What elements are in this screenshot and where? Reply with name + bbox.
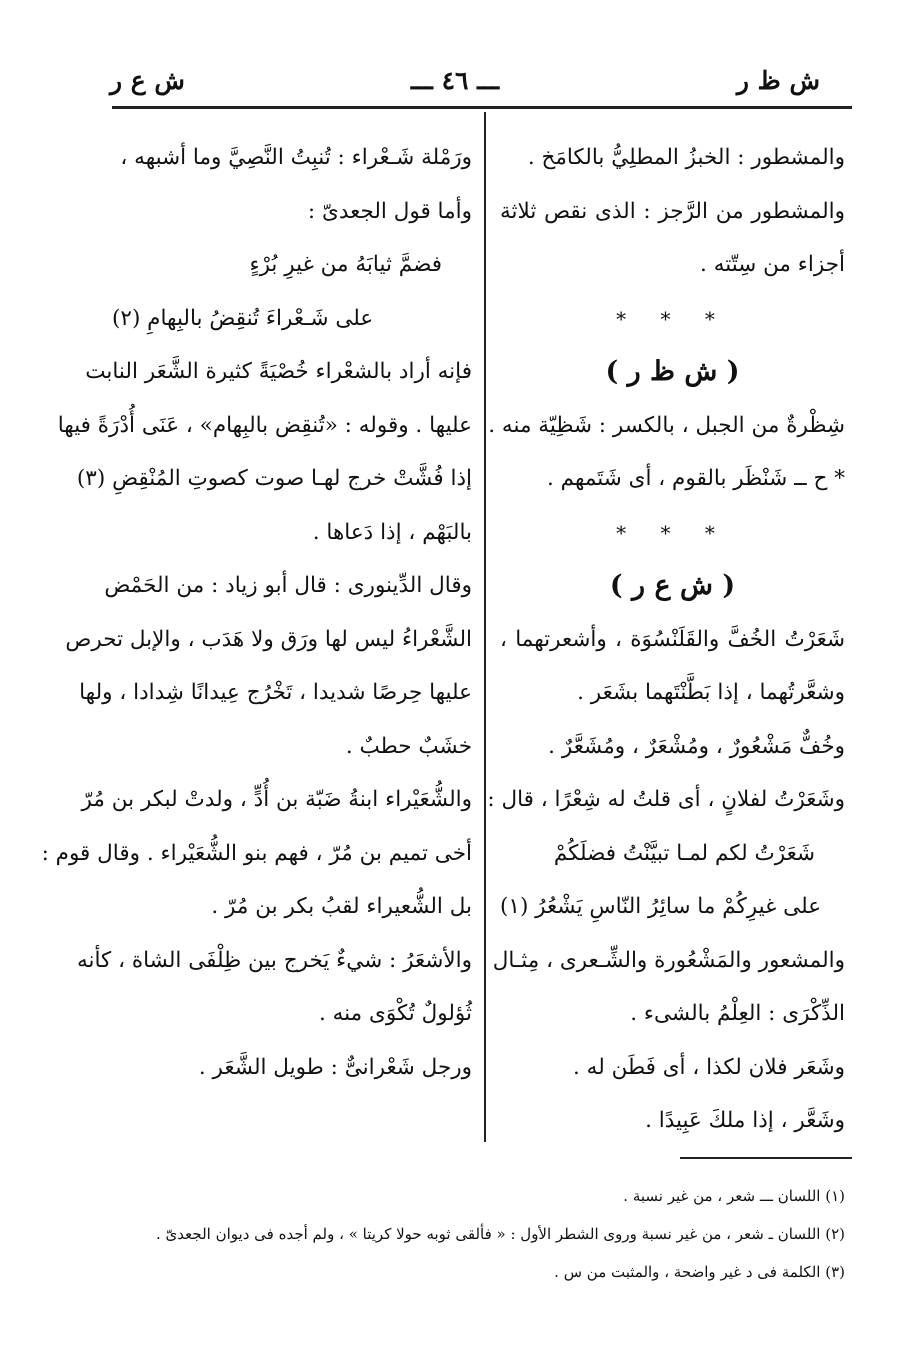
text-line: أخى تميم بن مُرّ ، فهم بنو الشُّعَيْراء . وقال قوم : xyxy=(41,840,472,866)
text-line: وأما قول الجعدىّ : xyxy=(307,198,472,224)
text-line: بالبَهْم ، إذا دَعاها . xyxy=(312,519,472,545)
text-line: فإنه أراد بالشعْراء خُصْيَةً كثيرة الشَّعَر النابت xyxy=(85,359,472,384)
verse-line: على غيرِكُمْ ما سائِرُ النّاسِ يَشْعُرُ (١) xyxy=(500,894,822,919)
text-line: إذا فُشَّتْ خرج لهـا صوت كصوتِ المُنْقِضِ (٣) xyxy=(76,466,472,491)
text-line: ثُؤلولٌ تُكْوَى منه . xyxy=(318,1001,472,1026)
text-line: وشَعَر فلان لكذا ، أى فَطَن له . xyxy=(573,1054,845,1080)
text-line: وخُفٌّ مَشْعُورٌ ، ومُشْعَرٌ ، ومُشَعَّرٌ . xyxy=(548,733,845,759)
text-line: عليها حِرصًا شديدا ، تَخْرُج عِيدانًا شِدادا ، ولها xyxy=(79,680,472,705)
section-separator: * * * xyxy=(616,306,729,331)
verse-line: على شَـعْراءَ تُنقِضُ بالبِهامِ (٢) xyxy=(112,305,374,331)
page-number: ـــ ٤٦ ـــ xyxy=(410,66,500,95)
right-column xyxy=(487,140,845,1157)
footnote-rule xyxy=(680,1157,852,1159)
footnote: (٢) اللسان ـ شعر ، من غير نسبة وروى الشطر الأول : « فألقى ثوبه حولا كريتا » ، ولم أجده فى ديوان الجعدىّ . xyxy=(156,1225,845,1243)
text-line: والشُّعَيْراء ابنةُ ضَبّة بن أُدٍّ ، ولدتْ لبكر بن مُرّ xyxy=(81,787,472,812)
text-line: أجزاء من سِتّته . xyxy=(700,252,845,277)
text-line: والأشعَرُ : شيءٌ يَخرج بين ظِلْفَى الشاة ، كأنه xyxy=(76,947,472,973)
verse-line: شَعَرْتُ لكم لمـا تبيَّنْتُ فضلَكُمْ xyxy=(553,840,815,866)
text-line: الشَّعْراءُ ليس لها ورَق ولا هَدَب ، والإبل تحرص xyxy=(65,626,472,652)
text-line: بل الشُّعيراء لقبُ بكر بن مُرّ . xyxy=(211,894,472,919)
text-line: وقال الدِّينورى : قال أبو زياد : من الحَمْض xyxy=(104,573,472,598)
text-line: وشَعَّر ، إذا ملكَ عَبِيدًا . xyxy=(645,1108,845,1133)
text-line: خشَبٌ حطبٌ . xyxy=(345,733,472,759)
root-heading: ( ش ع ر ) xyxy=(609,570,736,601)
footnote: (١) اللسان ـــ شعر ، من غير نسبة . xyxy=(623,1187,845,1205)
text-line: والمشطور من الرَّجز : الذى نقص ثلاثة xyxy=(500,198,845,224)
header-root-left: ش ع ر xyxy=(110,66,185,95)
verse-line: فضمَّ ثيابَهُ من غيرِ بُرْءٍ xyxy=(249,252,442,277)
column-divider xyxy=(484,112,486,1142)
root-heading: ( ش ظ ر ) xyxy=(605,356,740,387)
text-line: عليها . وقوله : «تُنقِض بالبِهام» ، عَنَى أُدْرَةً فيها xyxy=(57,412,472,438)
header-rule xyxy=(112,106,852,109)
text-line: وشَعَرْتُ لفلانٍ ، أى قلتُ له شِعْرًا ، قال : xyxy=(487,787,845,812)
footnote: (٣) الكلمة فى د غير واضحة ، والمثبت من س . xyxy=(554,1263,845,1281)
text-line: ورجل شَعْرانىٌّ : طويل الشَّعَر . xyxy=(198,1054,472,1080)
text-line: ورَمْلة شَـعْراء : تُنبِتُ النَّصِيَّ وما أشبهه ، xyxy=(120,145,472,170)
left-column xyxy=(41,140,472,1103)
section-separator: * * * xyxy=(616,520,729,545)
text-line: شَعَرْتُ الخُفَّ والقَلَنْسُوَة ، وأشعرتهما ، xyxy=(500,626,845,652)
text-line: * ح ــ شَنْظَر بالقوم ، أى شَتَمهم . xyxy=(546,466,845,491)
header-root-right: ش ظ ر xyxy=(736,66,820,95)
text-line: والمشطور : الخبزُ المطلِيُّ بالكامَخ . xyxy=(527,145,845,170)
text-line: شِظْرةٌ من الجبل ، بالكسر : شَظِيّة منه . xyxy=(488,412,845,438)
text-line: والمشعور والمَشْعُورة والشِّـعرى ، مِثـال xyxy=(492,947,845,973)
footnotes xyxy=(110,1182,845,1296)
text-line: وشعَّرتُهما ، إذا بَطَّنْتَهما بشَعَر . xyxy=(577,680,845,705)
text-line: الذِّكْرَى : العِلْمُ بالشىء . xyxy=(630,1001,845,1026)
